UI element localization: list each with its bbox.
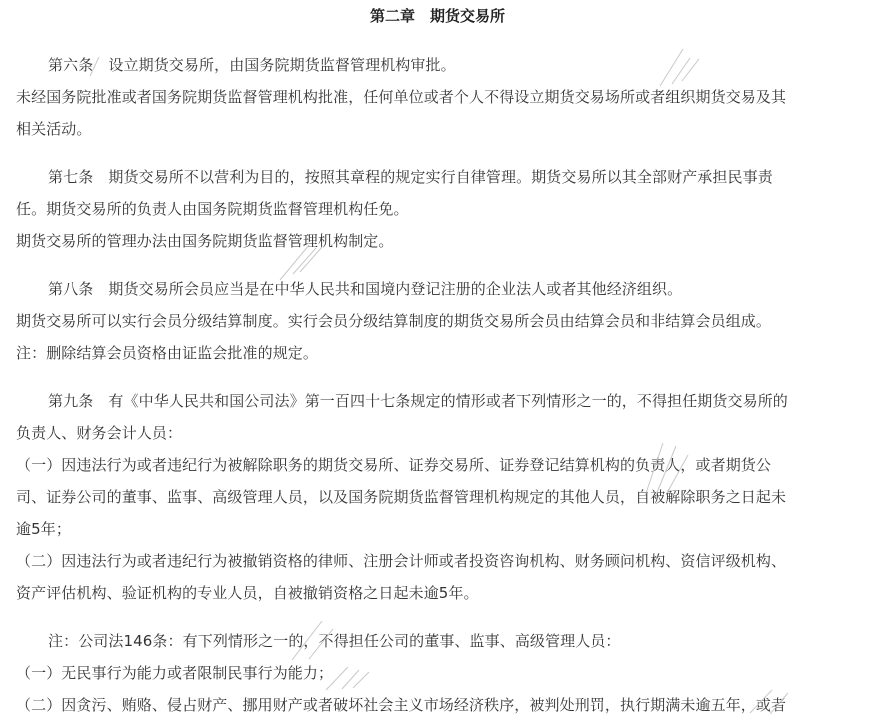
article-7-line-2: 任。期货交易所的负责人由国务院期货监督管理机构任免。 <box>16 200 409 218</box>
article-6-line-3: 相关活动。 <box>16 120 92 138</box>
article-9-item-2-line-1: （二）因违法行为或者违纪行为被撤销资格的律师、注册会计师或者投资咨询机构、财务顾问机构、资信评级机构、 <box>16 552 787 570</box>
article-9-line-2: 负责人、财务会计人员： <box>16 424 183 442</box>
chapter-title: 第二章 期货交易所 <box>369 7 505 25</box>
article-9-item-2-line-2: 资产评估机构、验证机构的专业人员，自被撤销资格之日起未逾5年。 <box>16 584 479 602</box>
article-9-line-1: 第九条 有《中华人民共和国公司法》第一百四十七条规定的情形或者下列情形之一的，不得担任期货交易所的 <box>48 392 788 410</box>
article-6-line-1: 第六条 设立期货交易所，由国务院期货监督管理机构审批。 <box>48 56 456 74</box>
company-law-note: 注：公司法146条：有下列情形之一的，不得担任公司的董事、监事、高级管理人员： <box>48 632 621 650</box>
article-9-item-1-line-3: 逾5年； <box>16 520 71 538</box>
article-8-line-1: 第八条 期货交易所会员应当是在中华人民共和国境内登记注册的企业法人或者其他经济组织。 <box>48 280 683 298</box>
article-7-line-1: 第七条 期货交易所不以营利为目的，按照其章程的规定实行自律管理。期货交易所以其全部财产承担民事责 <box>48 168 773 186</box>
article-7-line-3: 期货交易所的管理办法由国务院期货监督管理机构制定。 <box>16 232 394 250</box>
article-8-note: 注：删除结算会员资格由证监会批准的规定。 <box>16 344 319 362</box>
article-9-item-1-line-2: 司、证券公司的董事、监事、高级管理人员，以及国务院期货监督管理机构规定的其他人员，自被解除职务之日起未 <box>16 488 787 506</box>
company-law-item-1: （一）无民事行为能力或者限制民事行为能力； <box>16 664 334 682</box>
article-9-item-1-line-1: （一）因违法行为或者违纪行为被解除职务的期货交易所、证券交易所、证券登记结算机构的负责人，或者期货公 <box>16 456 772 474</box>
company-law-item-2-line-1: （二）因贪污、贿赂、侵占财产、挪用财产或者破坏社会主义市场经济秩序，被判处刑罚，执行期满未逾五年，或者 <box>16 696 787 714</box>
article-6-line-2: 未经国务院批准或者国务院期货监督管理机构批准，任何单位或者个人不得设立期货交易场所或者组织期货交易及其 <box>16 88 787 106</box>
article-8-line-2: 期货交易所可以实行会员分级结算制度。实行会员分级结算制度的期货交易所会员由结算会员和非结算会员组成。 <box>16 312 772 330</box>
